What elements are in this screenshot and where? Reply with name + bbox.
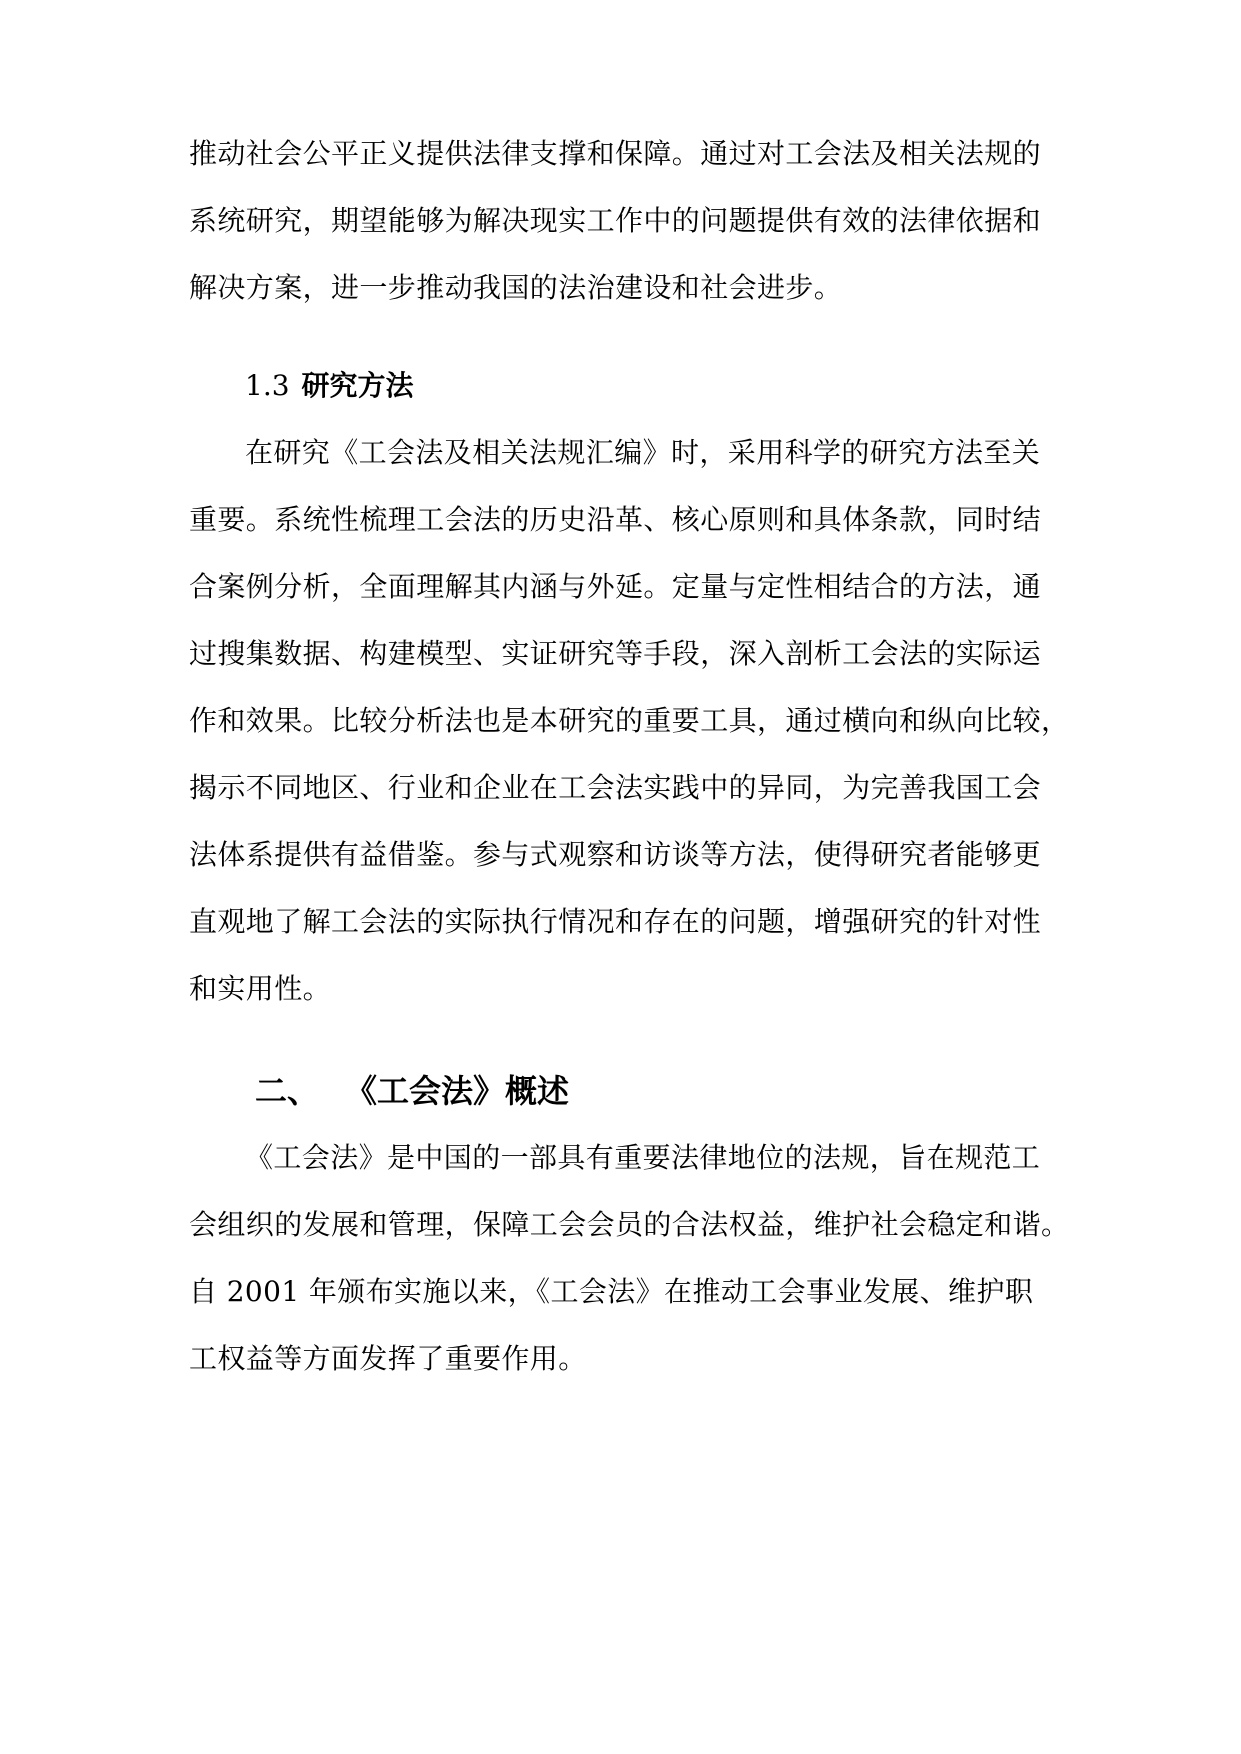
- section-number: 1.3: [245, 369, 290, 402]
- chapter-title: 《工会法》概述: [345, 1072, 570, 1110]
- paragraph-line: 解决方案，进一步推动我国的法治建设和社会进步。: [189, 271, 843, 304]
- paragraph-line: 直观地了解工会法的实际执行情况和存在的问题，增强研究的针对性: [189, 905, 1042, 938]
- paragraph-line: 会组织的发展和管理，保障工会会员的合法权益，维护社会稳定和谐。: [189, 1208, 1070, 1241]
- paragraph-line: 推动社会公平正义提供法律支撑和保障。通过对工会法及相关法规的: [189, 137, 1042, 170]
- paragraph-line: 法体系提供有益借鉴。参与式观察和访谈等方法，使得研究者能够更: [189, 838, 1042, 871]
- paragraph-line: 合案例分析，全面理解其内涵与外延。定量与定性相结合的方法，通: [189, 570, 1042, 603]
- paragraph-line: 揭示不同地区、行业和企业在工会法实践中的异同，为完善我国工会: [189, 771, 1042, 804]
- paragraph-line: 过搜集数据、构建模型、实证研究等手段，深入剖析工会法的实际运: [189, 637, 1042, 670]
- paragraph-line: 作和效果。比较分析法也是本研究的重要工具，通过横向和纵向比较，: [189, 704, 1070, 737]
- paragraph-line: 系统研究，期望能够为解决现实工作中的问题提供有效的法律依据和: [189, 204, 1042, 237]
- paragraph-line: 和实用性。: [189, 972, 332, 1005]
- paragraph-line: 自 2001 年颁布实施以来，《工会法》在推动工会事业发展、维护职: [189, 1275, 1034, 1308]
- section-title: 研究方法: [301, 369, 414, 402]
- paragraph-line: 工权益等方面发挥了重要作用。: [189, 1342, 587, 1375]
- section-heading-1-3: [245, 366, 414, 406]
- chapter-number: 二、: [255, 1072, 320, 1110]
- paragraph-line: 重要。系统性梳理工会法的历史沿革、核心原则和具体条款，同时结: [189, 503, 1042, 536]
- paragraph-line: 在研究《工会法及相关法规汇编》时，采用科学的研究方法至关: [245, 436, 1041, 469]
- chapter-heading-2: [255, 1069, 569, 1113]
- paragraph-line: 《工会法》是中国的一部具有重要法律地位的法规，旨在规范工: [245, 1141, 1041, 1174]
